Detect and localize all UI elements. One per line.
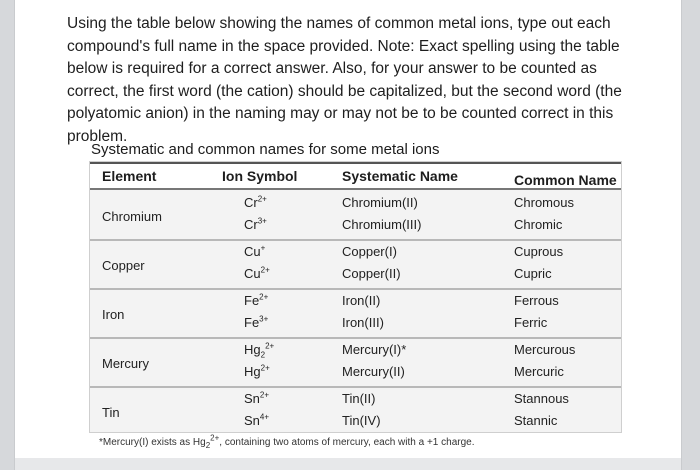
element-name: Tin <box>102 405 120 420</box>
systematic-name: Mercury(I)* <box>342 342 407 357</box>
header-element: Element <box>102 168 157 184</box>
table-group-mercury <box>90 339 621 388</box>
ion-symbol: $Cr^{3+}$ <box>244 216 267 232</box>
header-systematic-name: Systematic Name <box>342 168 458 184</box>
element-name: Copper <box>102 258 145 273</box>
common-name: Chromic <box>514 217 563 232</box>
common-name: Cuprous <box>514 244 564 259</box>
ion-symbol: $Cu^{2+}$ <box>244 265 270 281</box>
table-group-tin <box>90 388 621 437</box>
common-name: Mercurous <box>514 342 576 357</box>
ion-symbol: $Fe^{3+}$ <box>244 314 269 330</box>
systematic-name: Tin(II) <box>342 391 376 406</box>
systematic-name: Chromium(II) <box>342 195 418 210</box>
element-name: Mercury <box>102 356 149 371</box>
answer-area-edge <box>15 458 681 470</box>
systematic-name: Iron(II) <box>342 293 381 308</box>
systematic-name: Iron(III) <box>342 315 384 330</box>
systematic-name: Chromium(III) <box>342 217 422 232</box>
ion-symbol: $Sn^{2+}$ <box>244 390 270 406</box>
common-name: Mercuric <box>514 364 564 379</box>
element-name: Iron <box>102 307 125 322</box>
element-name: Chromium <box>102 209 162 224</box>
ion-symbol: $Fe^{2+}$ <box>244 292 269 308</box>
header-common-name: Common Name <box>514 172 617 188</box>
table-footnote: *Mercury(I) exists as $Hg_2^{2+}$, containing two atoms of mercury, each with a +1 charge. <box>99 433 475 450</box>
common-name: Stannic <box>514 413 558 428</box>
ion-symbol: $Cr^{2+}$ <box>244 194 267 210</box>
systematic-name: Copper(I) <box>342 244 397 259</box>
common-name: Chromous <box>514 195 574 210</box>
systematic-name: Copper(II) <box>342 266 401 281</box>
table-group-chromium <box>90 192 621 241</box>
table-group-iron <box>90 290 621 339</box>
common-name: Ferric <box>514 315 548 330</box>
systematic-name: Mercury(II) <box>342 364 405 379</box>
ion-symbol: $Sn^{4+}$ <box>244 412 270 428</box>
ion-symbol: $Hg^{2+}$ <box>244 363 270 379</box>
systematic-name: Tin(IV) <box>342 413 381 428</box>
table-header-row <box>90 162 621 190</box>
header-ion-symbol: Ion Symbol <box>222 168 298 184</box>
question-prompt: Using the table below showing the names of common metal ions, type out each compound's full name in the space provided. Note: Exact spelling using the table below is required for a correct answer. Also, for your answer to be counted as correct, the first word (the cation) should be capitalized, but the second word (the polyatomic anion) in the naming may or may not be to be counted correct in this problem. <box>67 15 622 145</box>
ion-symbol: Cu+ <box>244 243 266 259</box>
question-card <box>14 0 682 470</box>
common-name: Stannous <box>514 391 569 406</box>
ion-symbol: $Hg_2^{2+}$ <box>244 341 275 360</box>
common-name: Cupric <box>514 266 552 281</box>
table-caption: Systematic and common names for some metal ions <box>91 141 440 158</box>
table-group-copper <box>90 241 621 290</box>
metal-ions-table <box>89 161 622 433</box>
common-name: Ferrous <box>514 293 559 308</box>
